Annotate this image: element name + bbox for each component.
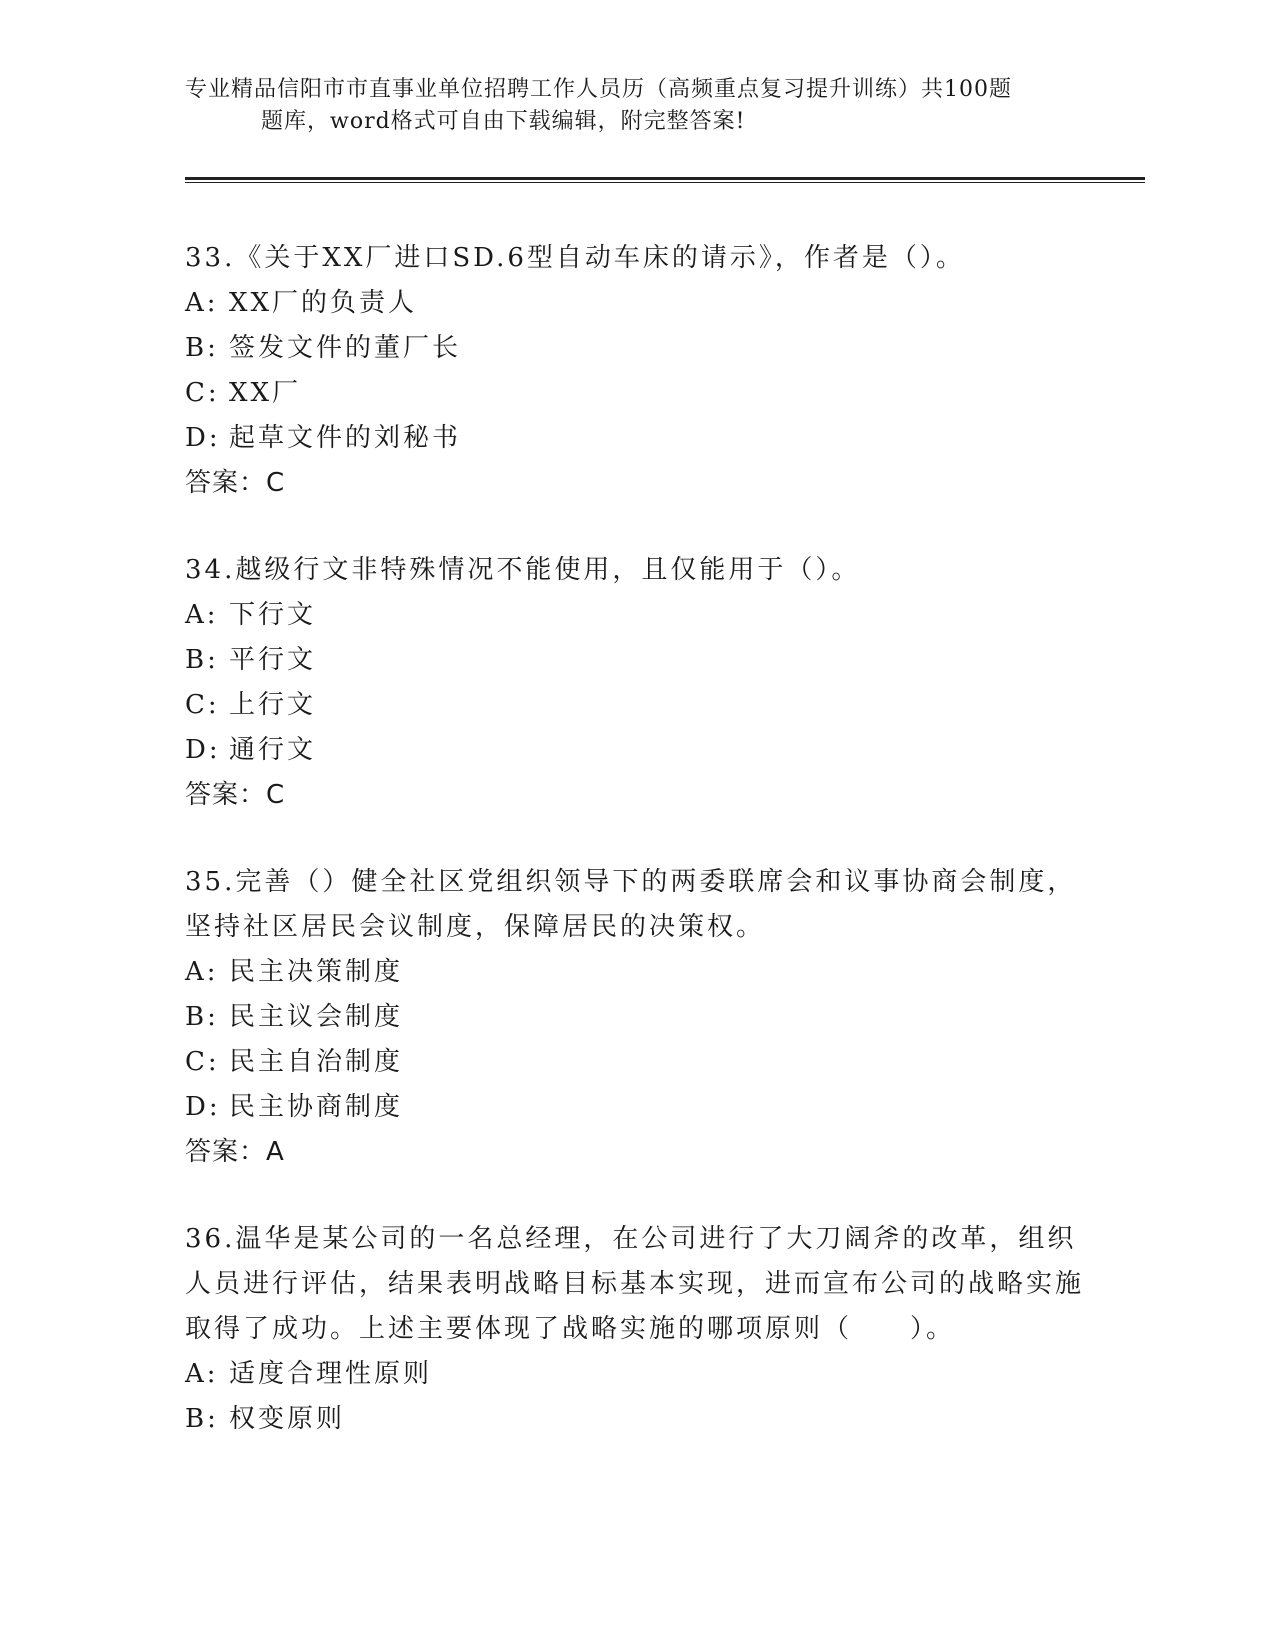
- option-letter: B:: [185, 1002, 219, 1032]
- question-text: 34.越级行文非特殊情况不能使用，且仅能用于（）。: [185, 555, 861, 585]
- option-letter: A:: [185, 600, 219, 630]
- header-title-line1: 专业精品信阳市市直事业单位招聘工作人员历（高频重点复习提升训练）共100题: [185, 77, 1012, 102]
- option-text: 民主协商制度: [229, 1092, 404, 1122]
- header-title-line2: 题库，word格式可自由下载编辑，附完整答案!: [261, 109, 746, 134]
- option-letter: C:: [185, 690, 220, 720]
- option-letter: C:: [185, 1047, 220, 1077]
- question-text: 36.温华是某公司的一名总经理，在公司进行了大刀阔斧的改革，组织人员进行评估，结果表明战略目标基本实现，进而宣布公司的战略实施取得了成功。上述主要体现了战略实施的哪项原则（ ）。: [185, 1224, 1085, 1344]
- option-letter: B:: [185, 645, 219, 675]
- question-text: 33.《关于XX厂进口SD.6型自动车床的请示》，作者是（）。: [185, 243, 965, 273]
- option-b: [185, 1397, 1085, 1442]
- document-header: [185, 74, 1105, 138]
- question-33: [185, 236, 1085, 506]
- option-text: 权变原则: [229, 1404, 346, 1434]
- question-34: [185, 548, 1085, 818]
- answer-line: 答案：A: [185, 1137, 285, 1167]
- option-letter: D:: [185, 1092, 221, 1122]
- option-a: [185, 1352, 1085, 1397]
- option-letter: C:: [185, 378, 220, 408]
- option-d: [185, 416, 1085, 461]
- option-c: [185, 371, 1085, 416]
- header-divider-thick: [185, 177, 1145, 180]
- option-letter: D:: [185, 423, 221, 453]
- option-text: 通行文: [229, 735, 317, 765]
- question-36: [185, 1217, 1085, 1442]
- question-35: [185, 860, 1085, 1175]
- option-c: [185, 1040, 1085, 1085]
- option-text: 平行文: [229, 645, 317, 675]
- option-text: 下行文: [229, 600, 317, 630]
- option-text: 起草文件的刘秘书: [229, 423, 462, 453]
- option-letter: B:: [185, 1404, 219, 1434]
- option-text: XX厂的负责人: [229, 288, 418, 318]
- option-text: 民主议会制度: [229, 1002, 404, 1032]
- option-a: [185, 281, 1085, 326]
- option-text: XX厂: [229, 378, 302, 408]
- option-d: [185, 1085, 1085, 1130]
- option-text: 签发文件的董厂长: [229, 333, 462, 363]
- option-text: 适度合理性原则: [229, 1359, 433, 1389]
- option-d: [185, 728, 1085, 773]
- header-divider-thin: [185, 182, 1145, 183]
- option-text: 民主自治制度: [229, 1047, 404, 1077]
- option-b: [185, 326, 1085, 371]
- answer-line: 答案：C: [185, 780, 286, 810]
- option-text: 民主决策制度: [229, 957, 404, 987]
- option-b: [185, 638, 1085, 683]
- option-b: [185, 995, 1085, 1040]
- option-letter: D:: [185, 735, 221, 765]
- option-c: [185, 683, 1085, 728]
- question-text: 35.完善（）健全社区党组织领导下的两委联席会和议事协商会制度，坚持社区居民会议制度，保障居民的决策权。: [185, 867, 1077, 942]
- question-list: [185, 236, 1085, 1484]
- option-letter: A:: [185, 957, 219, 987]
- answer-line: 答案：C: [185, 468, 286, 498]
- option-letter: A:: [185, 288, 219, 318]
- option-letter: B:: [185, 333, 219, 363]
- option-text: 上行文: [229, 690, 317, 720]
- option-a: [185, 593, 1085, 638]
- option-a: [185, 950, 1085, 995]
- option-letter: A:: [185, 1359, 219, 1389]
